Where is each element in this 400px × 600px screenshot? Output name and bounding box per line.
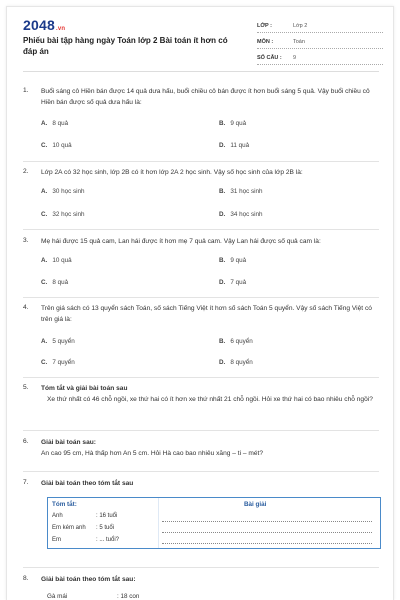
option-d[interactable] [219, 279, 246, 286]
meta-class-label: LỚP : [257, 23, 272, 29]
question-1 [23, 87, 381, 157]
option-c[interactable] [41, 211, 85, 218]
question-2 [23, 168, 381, 228]
question-number: 7. [23, 479, 29, 486]
question-divider [23, 297, 379, 298]
option-text: 10 quả [52, 142, 72, 149]
question-divider [23, 471, 379, 472]
option-letter: D. [219, 279, 226, 286]
option-text: 8 quyển [230, 359, 253, 366]
meta-subject-value: Toán [293, 39, 305, 45]
worksheet-header [7, 7, 394, 65]
option-b[interactable] [219, 188, 263, 195]
question-6 [23, 438, 381, 468]
logo-main-text: 2048 [23, 17, 55, 33]
question-7 [23, 479, 381, 493]
question-divider [23, 229, 379, 230]
summary-row-value: : 16 tuổi [96, 513, 118, 519]
option-c[interactable] [41, 142, 72, 149]
question-number: 1. [23, 87, 29, 94]
summary-row-value: : ... tuổi? [96, 537, 120, 543]
answer-line[interactable] [162, 532, 372, 533]
question-number: 8. [23, 575, 29, 582]
option-text: 5 quyển [52, 338, 75, 345]
option-letter: A. [41, 188, 48, 195]
question-text: Mẹ hái được 15 quả cam, Lan hái được ít hơn mẹ 7 quả cam. Vậy Lan hái được số quả cam là: [41, 238, 321, 245]
summary-table [47, 497, 381, 549]
option-text: 6 quyển [230, 338, 253, 345]
option-text: 10 quả [52, 257, 72, 264]
option-letter: C. [41, 211, 48, 218]
question-8 [23, 575, 381, 589]
question-number: 4. [23, 304, 29, 311]
summary-row-name: Gà mái [47, 593, 68, 600]
option-b[interactable] [219, 338, 253, 345]
option-a[interactable] [41, 188, 85, 195]
answer-title: Bài giải [244, 501, 267, 508]
meta-subject-row [257, 35, 383, 49]
option-letter: D. [219, 142, 226, 149]
option-letter: D. [219, 211, 226, 218]
question-divider [23, 430, 379, 431]
option-letter: C. [41, 142, 48, 149]
option-letter: D. [219, 359, 226, 366]
question-text: Giải bài toán theo tóm tắt sau: [41, 576, 136, 583]
question-divider [23, 161, 379, 162]
option-a[interactable] [41, 338, 75, 345]
option-text: 7 quyển [52, 359, 75, 366]
site-logo[interactable] [23, 17, 65, 33]
option-letter: C. [41, 279, 48, 286]
summary-row [52, 537, 120, 543]
question-divider [23, 377, 379, 378]
summary-row [52, 513, 118, 519]
meta-count-value: 9 [293, 55, 297, 61]
summary-row-value: : 18 con [117, 593, 140, 600]
option-b[interactable] [219, 257, 246, 264]
option-text: 8 quả [52, 279, 69, 286]
option-text: 8 quả [52, 120, 69, 127]
meta-count-label: SỐ CÂU : [257, 55, 282, 61]
option-b[interactable] [219, 120, 246, 127]
worksheet-page [6, 6, 394, 600]
answer-line[interactable] [162, 543, 372, 544]
option-text: 7 quả [230, 279, 247, 286]
summary-row-name: Em [52, 537, 61, 543]
option-letter: A. [41, 338, 48, 345]
option-text: 34 học sinh [230, 211, 263, 218]
header-divider [23, 71, 379, 72]
question-divider [23, 567, 379, 568]
question-number: 2. [23, 168, 29, 175]
option-letter: C. [41, 359, 48, 366]
option-d[interactable] [219, 211, 263, 218]
option-letter: B. [219, 188, 226, 195]
question-5 [23, 384, 381, 424]
question-number: 6. [23, 438, 29, 445]
question-text: Lớp 2A có 32 học sinh, lớp 2B có ít hơn lớp 2A 2 học sinh. Vậy số học sinh của lớp 2B là: [41, 169, 303, 176]
meta-class-row [257, 19, 383, 33]
summary-row-name: Anh [52, 513, 63, 519]
answer-line[interactable] [162, 521, 372, 522]
summary-title: Tóm tắt: [52, 501, 77, 508]
option-letter: B. [219, 257, 226, 264]
option-d[interactable] [219, 142, 249, 149]
option-d[interactable] [219, 359, 253, 366]
option-text: 9 quả [230, 257, 247, 264]
question-number: 3. [23, 237, 29, 244]
summary-row [52, 525, 115, 531]
option-letter: A. [41, 257, 48, 264]
option-letter: B. [219, 120, 226, 127]
option-text: 11 quả [230, 142, 250, 149]
meta-info [257, 19, 383, 67]
meta-subject-label: MÔN : [257, 39, 274, 45]
summary-row [47, 593, 140, 600]
question-number: 5. [23, 384, 29, 391]
option-a[interactable] [41, 120, 68, 127]
option-text: 31 học sinh [230, 188, 263, 195]
option-letter: A. [41, 120, 48, 127]
question-4 [23, 304, 381, 374]
question-3 [23, 237, 381, 297]
option-c[interactable] [41, 359, 75, 366]
option-c[interactable] [41, 279, 68, 286]
option-text: 30 học sinh [52, 188, 85, 195]
summary-row-name: Em kém anh [52, 525, 86, 531]
question-body: Xe thứ nhất có 46 chỗ ngồi, xe thứ hai có ít hơn xe thứ nhất 21 chỗ ngồi. Hỏi xe thứ hai có bao nhiêu chỗ ngồi? [47, 396, 373, 403]
worksheet-title: Phiếu bài tập hàng ngày Toán lớp 2 Bài toán ít hơn có đáp án [23, 36, 228, 56]
question-text: Tóm tắt và giải bài toán sau [41, 385, 128, 392]
meta-count-row [257, 51, 383, 65]
logo-sub-text: .vn [55, 26, 66, 32]
question-text: Trên giá sách có 13 quyển sách Toán, số sách Tiếng Việt ít hơn số sách Toán 5 quyển. Vậy số sách Tiếng Việt có trên giá là: [41, 305, 372, 323]
question-text: Giải bài toán theo tóm tắt sau [41, 480, 134, 487]
question-body: An cao 95 cm, Hà thấp hơn An 5 cm. Hỏi Hà cao bao nhiêu xăng – ti – mét? [41, 450, 264, 457]
option-a[interactable] [41, 257, 72, 264]
option-letter: B. [219, 338, 226, 345]
question-text: Giải bài toán sau: [41, 439, 96, 446]
question-text: Buổi sáng cô Hiền bán được 14 quả dưa hấu, buổi chiều cô bán được ít hơn buổi sáng 5 quả. Vậy buổi chiều cô Hiền bán được số quả dưa hấu là: [41, 88, 370, 106]
summary-row-value: : 5 tuổi [96, 525, 115, 531]
option-text: 9 quả [230, 120, 247, 127]
meta-class-value: Lớp 2 [293, 23, 308, 29]
summary-divider [158, 498, 159, 548]
option-text: 32 học sinh [52, 211, 85, 218]
